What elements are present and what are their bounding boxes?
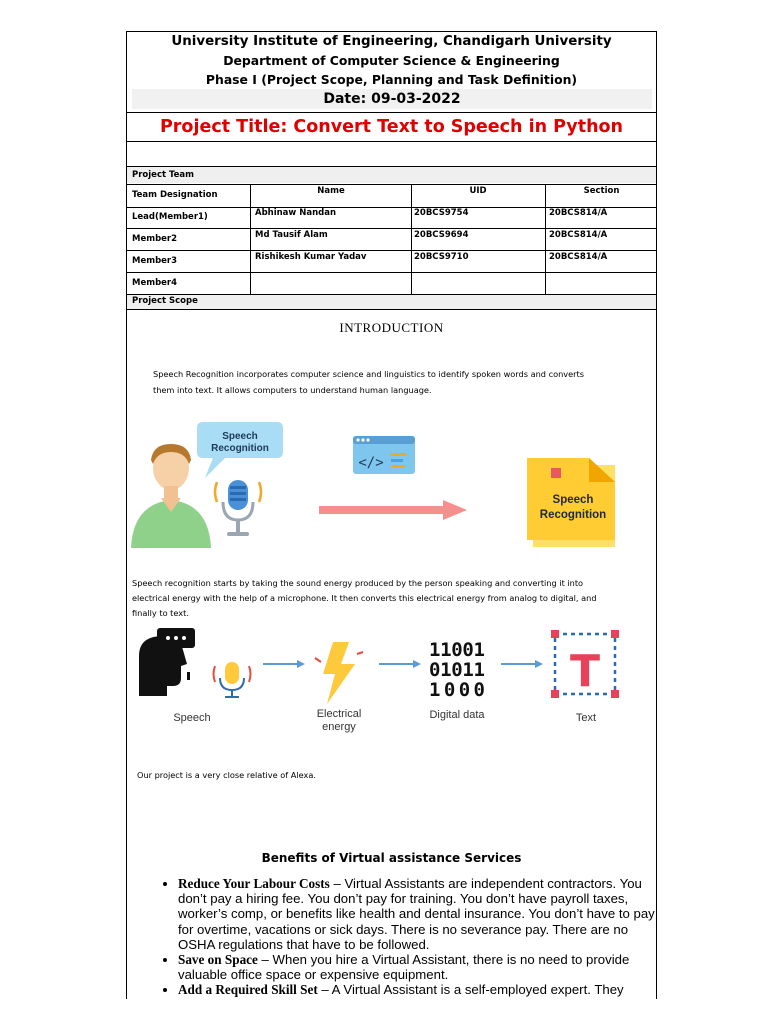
lightning-icon [315,642,363,704]
benefit-text: – When you hire a Virtual Assistant, there is no need to provide valuable office space or expensive equipment. [178,952,630,983]
intro-paragraph-line: them into text. It allows computers to understand human language. [153,385,432,395]
person-icon [131,444,211,548]
bubble-label-1: Speech [222,431,258,442]
benefit-text: – A Virtual Assistant is a self-employed expert. They [317,982,624,998]
svg-text:</>: </> [358,455,384,471]
benefit-text: – Virtual Assistants are independent contractors. You don’t pay a hiring fee. You don’t pay for training. You don’t have payroll taxes, worker’s comp, or benefits like health and dental insurance. You don’t have to pay for overtime, vacations or sick days. There is no severance pay. There are no OSHA regulations that have to be followed. [178,876,655,952]
benefit-title: Reduce Your Labour Costs [178,876,330,891]
col-name: Name [317,186,345,196]
intro-paragraph-line: Speech Recognition incorporates computer science and linguistics to identify spoken words and converts [153,369,585,379]
speech-bubble [197,422,283,478]
microphone-icon [215,480,261,536]
binary-line-1: 11001 [429,639,485,661]
microphone-icon [214,662,251,698]
introduction-heading: INTRODUCTION [339,320,444,335]
caption-speech: Speech [173,712,211,724]
benefits-list [159,876,657,998]
benefit-title: Save on Space [178,952,258,968]
caption-digital: Digital data [429,709,485,721]
row-section: 20BCS814/A [549,230,608,240]
text-t-icon [551,630,619,698]
flow-arrow-icon [501,660,543,668]
phase-heading: Phase I (Project Scope, Planning and Task Definition) [205,72,578,87]
col-section: Section [583,186,620,196]
flow-arrow-icon [379,660,421,668]
row-designation: Member3 [132,256,178,266]
flow-arrow-icon [263,660,305,668]
speaking-head-icon [139,628,195,696]
process-paragraph-line: electrical energy with the help of a microphone. It then converts this electrical energy from analog to digital, and [132,593,597,603]
row-designation: Member2 [132,234,178,244]
document-page [126,31,657,999]
document-icon [527,458,615,547]
row-section: 20BCS814/A [549,208,608,218]
row-name: Md Tausif Alam [255,230,328,240]
doc-label-2: Recognition [539,509,607,521]
doc-label-1: Speech [552,494,594,506]
department-heading: Department of Computer Science & Engineering [223,53,560,68]
project-scope-label: Project Scope [132,296,198,306]
benefit-title: Add a Required Skill Set [178,982,318,998]
binary-line-3: 1000 [429,679,485,701]
row-uid: 20BCS9754 [414,208,469,218]
benefits-heading: Benefits of Virtual assistance Services [261,851,522,865]
row-designation: Lead(Member1) [132,212,208,222]
bubble-label-2: Recognition [211,443,269,454]
binary-data-icon [429,639,485,701]
process-paragraph-line: Speech recognition starts by taking the sound energy produced by the person speaking and converting it into [132,578,584,588]
row-section: 20BCS814/A [549,252,608,262]
caption-electrical-2: energy [322,721,356,733]
date-line: Date: 09-03-2022 [132,89,652,109]
right-arrow-icon [319,500,467,520]
university-heading: University Institute of Engineering, Chandigarh University [171,34,612,49]
row-name: Rishikesh Kumar Yadav [255,252,367,262]
list-item [178,876,657,952]
speech-flow-diagram [127,624,657,742]
list-item [178,982,657,997]
caption-text: Text [575,712,597,724]
process-paragraph-line: finally to text. [132,608,189,618]
binary-line-2: 01011 [429,659,485,681]
big-t-letter: T [569,646,601,697]
col-team-designation: Team Designation [132,190,218,200]
col-uid: UID [469,186,487,196]
project-title: Project Title: Convert Text to Speech in Python [127,112,656,142]
project-team-label: Project Team [132,170,195,180]
caption-electrical-1: Electrical [316,708,362,720]
row-name: Abhinaw Nandan [255,208,336,218]
row-designation: Member4 [132,278,178,288]
row-uid: 20BCS9710 [414,252,469,262]
code-window-icon [353,436,415,474]
row-uid: 20BCS9694 [414,230,469,240]
list-item [178,952,657,982]
alexa-note: Our project is a very close relative of Alexa. [137,770,316,780]
speech-recognition-illustration [127,420,657,550]
